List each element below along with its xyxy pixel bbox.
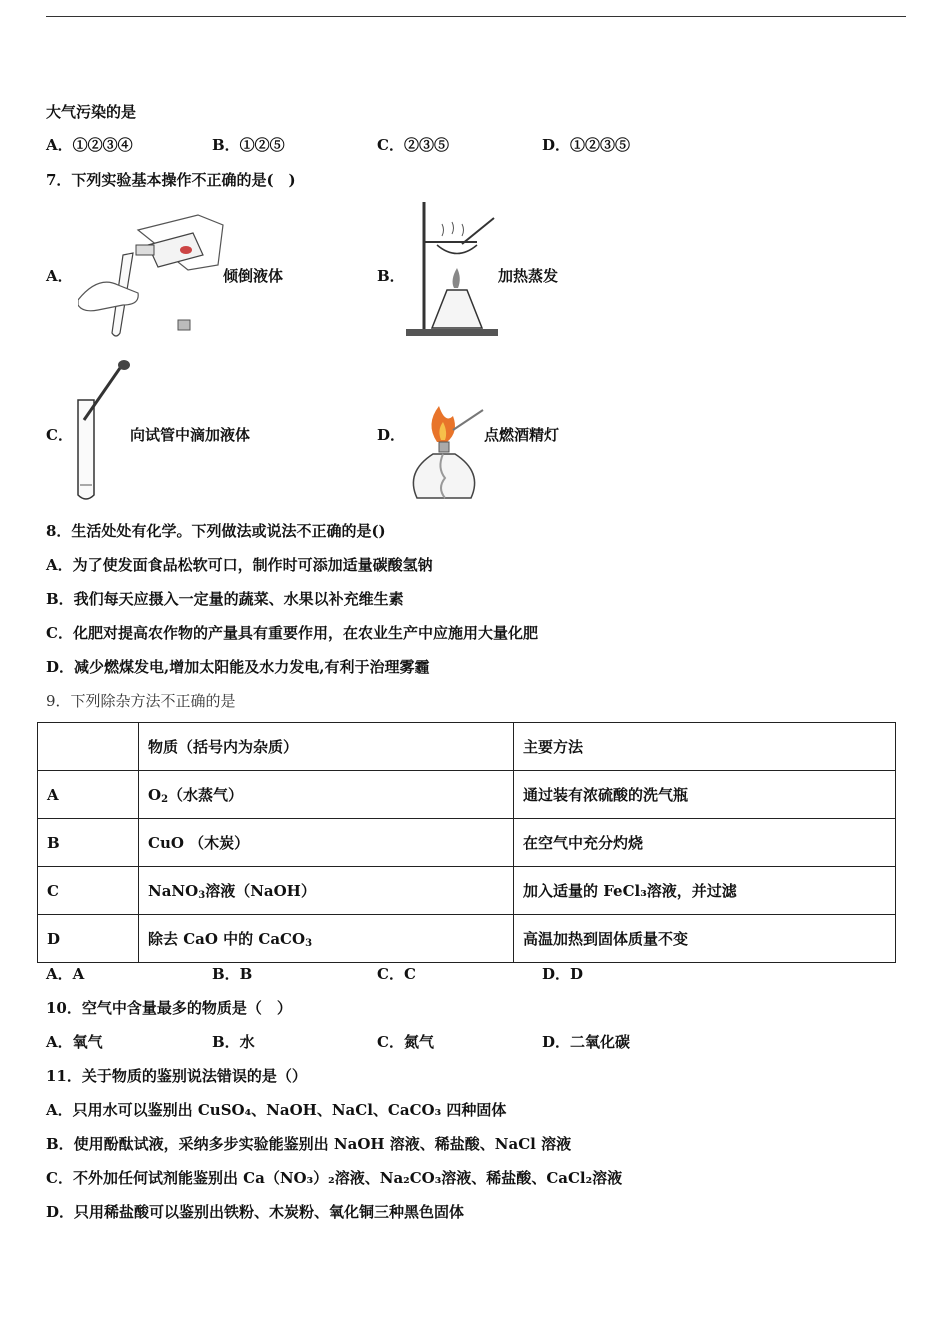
- row-key: D: [38, 915, 139, 963]
- pouring-liquid-illustration: [78, 205, 228, 340]
- table-header-cell: 物质（括号内为杂质）: [139, 723, 514, 771]
- q11-option-c[interactable]: C．不外加任何试剂能鉴别出 Ca（NO₃）₂溶液、Na₂CO₃溶液、稀盐酸、CaCl₂溶液: [46, 1169, 623, 1187]
- row-method: 加入适量的 FeCl₃溶液，并过滤: [514, 867, 896, 915]
- q6-option-b[interactable]: B．①②⑤: [212, 136, 285, 154]
- row-key: C: [38, 867, 139, 915]
- q6-option-c[interactable]: C．②③⑤: [377, 136, 449, 154]
- q7-option-b-caption: 加热蒸发: [498, 267, 559, 285]
- dropper-tube-illustration: [70, 360, 132, 505]
- row-substance: 除去 CaO 中的 CaCO$_3$: [139, 915, 514, 963]
- q8-option-d[interactable]: D．减少燃煤发电,增加太阳能及水力发电,有利于治理雾霾: [46, 658, 430, 676]
- q6-stem-tail: 大气污染的是: [46, 103, 137, 121]
- evaporation-setup-illustration: [402, 200, 502, 340]
- q7-option-d-caption: 点燃酒精灯: [484, 426, 560, 444]
- row-method: 通过装有浓硫酸的洗气瓶: [514, 771, 896, 819]
- table-row: [38, 819, 896, 867]
- table-header-cell: [38, 723, 139, 771]
- q6-options: [46, 135, 906, 155]
- header-rule: [46, 16, 906, 17]
- q11-option-b[interactable]: B．使用酚酞试液，采纳多步实验能鉴别出 NaOH 溶液、稀盐酸、NaCl 溶液: [46, 1135, 572, 1153]
- row-key: A: [38, 771, 139, 819]
- q7-option-a-caption: 倾倒液体: [223, 267, 284, 285]
- q9-option-d[interactable]: D．D: [542, 965, 584, 983]
- q11-option-a[interactable]: A．只用水可以鉴别出 CuSO₄、NaOH、NaCl、CaCO₃ 四种固体: [46, 1101, 507, 1119]
- q10-option-c[interactable]: C．氮气: [377, 1033, 434, 1051]
- q10-option-b[interactable]: B．水: [212, 1033, 255, 1051]
- q6-option-a[interactable]: A．①②③④: [46, 136, 133, 154]
- q10-options: [46, 1032, 906, 1052]
- row-substance: NaNO$_3$溶液（NaOH）: [139, 867, 514, 915]
- table-row: [38, 771, 896, 819]
- q8-option-c[interactable]: C．化肥对提高农作物的产量具有重要作用，在农业生产中应施用大量化肥: [46, 624, 538, 642]
- q8-stem: 8．生活处处有化学。下列做法或说法不正确的是(): [46, 522, 386, 540]
- q6-option-d[interactable]: D．①②③⑤: [542, 136, 631, 154]
- q9-table: [37, 722, 896, 963]
- q7-stem: 7．下列实验基本操作不正确的是( ): [46, 171, 296, 189]
- row-key: B: [38, 819, 139, 867]
- q9-option-b[interactable]: B．B: [212, 965, 253, 983]
- q9-option-a[interactable]: A．A: [46, 965, 85, 983]
- q8-option-b[interactable]: B．我们每天应摄入一定量的蔬菜、水果以补充维生素: [46, 590, 404, 608]
- q7-option-c-letter[interactable]: C．: [46, 426, 73, 444]
- table-row: [38, 867, 896, 915]
- row-substance: CuO （木炭）: [139, 819, 514, 867]
- table-header-cell: 主要方法: [514, 723, 896, 771]
- q10-option-a[interactable]: A．氧气: [46, 1033, 103, 1051]
- q11-option-d[interactable]: D．只用稀盐酸可以鉴别出铁粉、木炭粉、氧化铜三种黑色固体: [46, 1203, 465, 1221]
- alcohol-lamp-illustration: [403, 402, 485, 502]
- q9-options: [46, 964, 906, 984]
- q7-option-c-caption: 向试管中滴加液体: [130, 426, 251, 444]
- table-row: [38, 915, 896, 963]
- q10-option-d[interactable]: D．二氧化碳: [542, 1033, 631, 1051]
- q7-option-b-letter[interactable]: B．: [377, 267, 405, 285]
- q8-option-a[interactable]: A．为了使发面食品松软可口，制作时可添加适量碳酸氢钠: [46, 556, 433, 574]
- row-substance: $O_2$（水蒸气）: [139, 771, 514, 819]
- row-method: 在空气中充分灼烧: [514, 819, 896, 867]
- q7-option-a-letter[interactable]: A．: [46, 267, 73, 285]
- row-method: 高温加热到固体质量不变: [514, 915, 896, 963]
- q7-option-d-letter[interactable]: D．: [377, 426, 406, 444]
- q11-stem: 11．关于物质的鉴别说法错误的是（）: [46, 1067, 307, 1085]
- q9-option-c[interactable]: C．C: [377, 965, 416, 983]
- q9-stem: 9．下列除杂方法不正确的是: [46, 692, 236, 710]
- q10-stem: 10．空气中含量最多的物质是（ ）: [46, 999, 292, 1017]
- table-header-row: [38, 723, 896, 771]
